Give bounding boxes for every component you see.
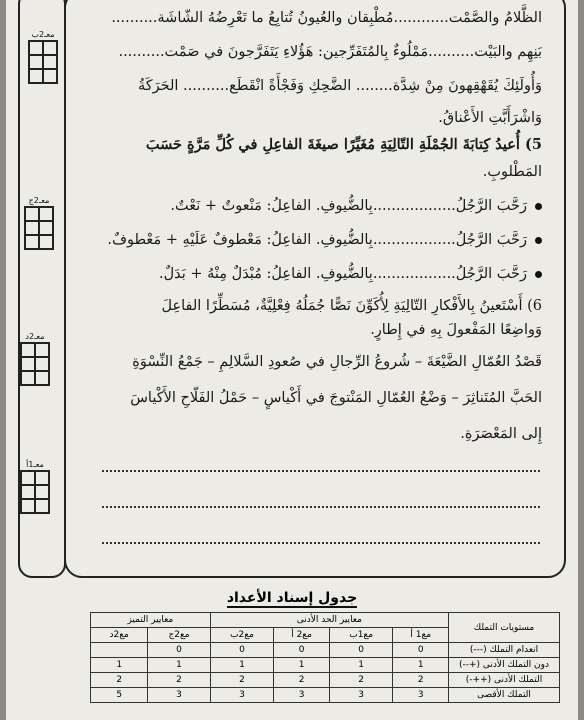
score-label: معـ1أ xyxy=(26,460,44,469)
worksheet-page xyxy=(6,0,578,720)
instruction-text: أَسْتَعينُ بِالأَفْكارِ التّالِيَةِ لِأُكَوِّنَ نَصًّا جُمَلُهُ فِعْلِيَّةٌ، مُسَطِّرًا الفاعِلَ xyxy=(161,298,523,314)
question-6-instruction xyxy=(161,298,542,314)
bullet-item: رَحَّبَ الرَّجُلُ..................بِالضُّيوفِ. الفاعِلُ: مُبْدَلٌ مِنْهُ + بَدَلٌ. xyxy=(159,266,542,282)
ideas-line: قَصْدُ العُمّالِ الضَّيْعَةَ – شُروعُ الرِّجالِ في صُعودِ السَّلالِمِ – جَمْعُ النِّسْوَةِ xyxy=(132,354,542,370)
table-row: انعدام التملك (---) 0 0 0 0 0 xyxy=(91,643,560,658)
question-number: 5) xyxy=(525,136,542,153)
table-title: جدول إسناد الأعداد xyxy=(226,590,358,606)
instruction-text: أُعيدُ كِتابَةَ الجُمْلَةِ التّالِيَةِ مُغَيِّرًا صيغَةَ الفاعِلِ في كُلِّ مَرَّةٍ حَسَبَ xyxy=(145,136,520,153)
table-row: التملك الأقصى 3 3 3 3 3 5 xyxy=(91,688,560,703)
passage-line: وَاشْرَأَبَّتِ الأَعْناقُ. xyxy=(438,110,542,126)
answer-line[interactable] xyxy=(102,470,540,472)
passage-line: الظَّلامُ والصَّمْت............مُطْبِقان والعُيونُ تُتابِعُ ما تَعْرِضُهُ الشّاشَة.......... xyxy=(111,10,542,26)
bullet-icon xyxy=(535,203,542,210)
criterion-cell: مع1 أ xyxy=(393,628,449,643)
criterion-cell: مع2ج xyxy=(148,628,210,643)
answer-line[interactable] xyxy=(102,506,540,508)
excellence-criteria-header: معايير التميز xyxy=(91,613,211,628)
levels-header: مستويات التملك xyxy=(449,613,560,643)
bullet-icon xyxy=(535,271,542,278)
score-box-1a xyxy=(20,460,50,514)
table-row: دون التملك الأدنى (+--) 1 1 1 1 1 1 xyxy=(91,658,560,673)
score-label: معـ2د xyxy=(25,332,45,341)
ideas-line: الحَبَّ المُتَناثِرَ – وَضْعُ العُمّالِ المَنْتوجَ في أَكْياسٍ – حَمْلُ الفَلّاحِ الأَكْياسَ xyxy=(130,390,542,406)
passage-line: بَنِهِم والبَيْت..........مَمْلُوءٌ بِالمُتَفَرِّجين: هَؤُلاءِ يَتَفَرَّجونَ في صَمْت.......... xyxy=(118,44,542,60)
score-box-2d xyxy=(20,332,50,386)
criterion-cell: مع2 أ xyxy=(274,628,330,643)
level-label: التملك الأقصى xyxy=(449,688,560,703)
level-label: التملك الأدنى (++-) xyxy=(449,673,560,688)
table-row: التملك الأدنى (++-) 2 2 2 2 2 2 xyxy=(91,673,560,688)
grading-table xyxy=(90,612,560,703)
passage-line: وَأُولَئِكَ يُقَهْقِهونَ مِنْ شِدَّة........ الضَّحِكِ وَفَجْأَةً انْقَطَع.......... الحَرَكَةُ xyxy=(137,78,542,94)
criterion-cell: مع1ب xyxy=(329,628,393,643)
answer-line[interactable] xyxy=(102,542,540,544)
question-5-instruction-cont: المَطْلوبِ. xyxy=(482,164,542,180)
bullet-item: رَحَّبَ الرَّجُلُ..................بِالضُّيوفِ. الفاعِلُ: مَنْعوتٌ + نَعْتٌ. xyxy=(170,198,542,214)
question-number: 6) xyxy=(527,298,542,314)
table-header-row xyxy=(91,613,560,628)
bullet-item: رَحَّبَ الرَّجُلُ..................بِالضُّيوفِ. الفاعِلُ: مَعْطوفٌ عَلَيْهِ + مَعْطوفٌ. xyxy=(107,232,542,248)
score-box-2b xyxy=(28,30,58,84)
score-label: معـ2ج xyxy=(28,196,50,205)
level-label: دون التملك الأدنى (+--) xyxy=(449,658,560,673)
score-label: معـ2ب xyxy=(31,30,55,39)
criterion-cell: مع2د xyxy=(91,628,148,643)
score-box-2c xyxy=(24,196,54,250)
question-6-instruction-cont: وَواضِعًا المَفْعولَ بِهِ في إِطارٍ. xyxy=(370,322,542,338)
question-5-instruction xyxy=(146,136,542,153)
min-criteria-header: معايير الحد الأدنى xyxy=(210,613,448,628)
bullet-icon xyxy=(535,237,542,244)
criterion-cell: مع2ب xyxy=(210,628,274,643)
level-label: انعدام التملك (---) xyxy=(449,643,560,658)
ideas-line: إِلى المَعْصَرَةِ. xyxy=(460,426,542,442)
